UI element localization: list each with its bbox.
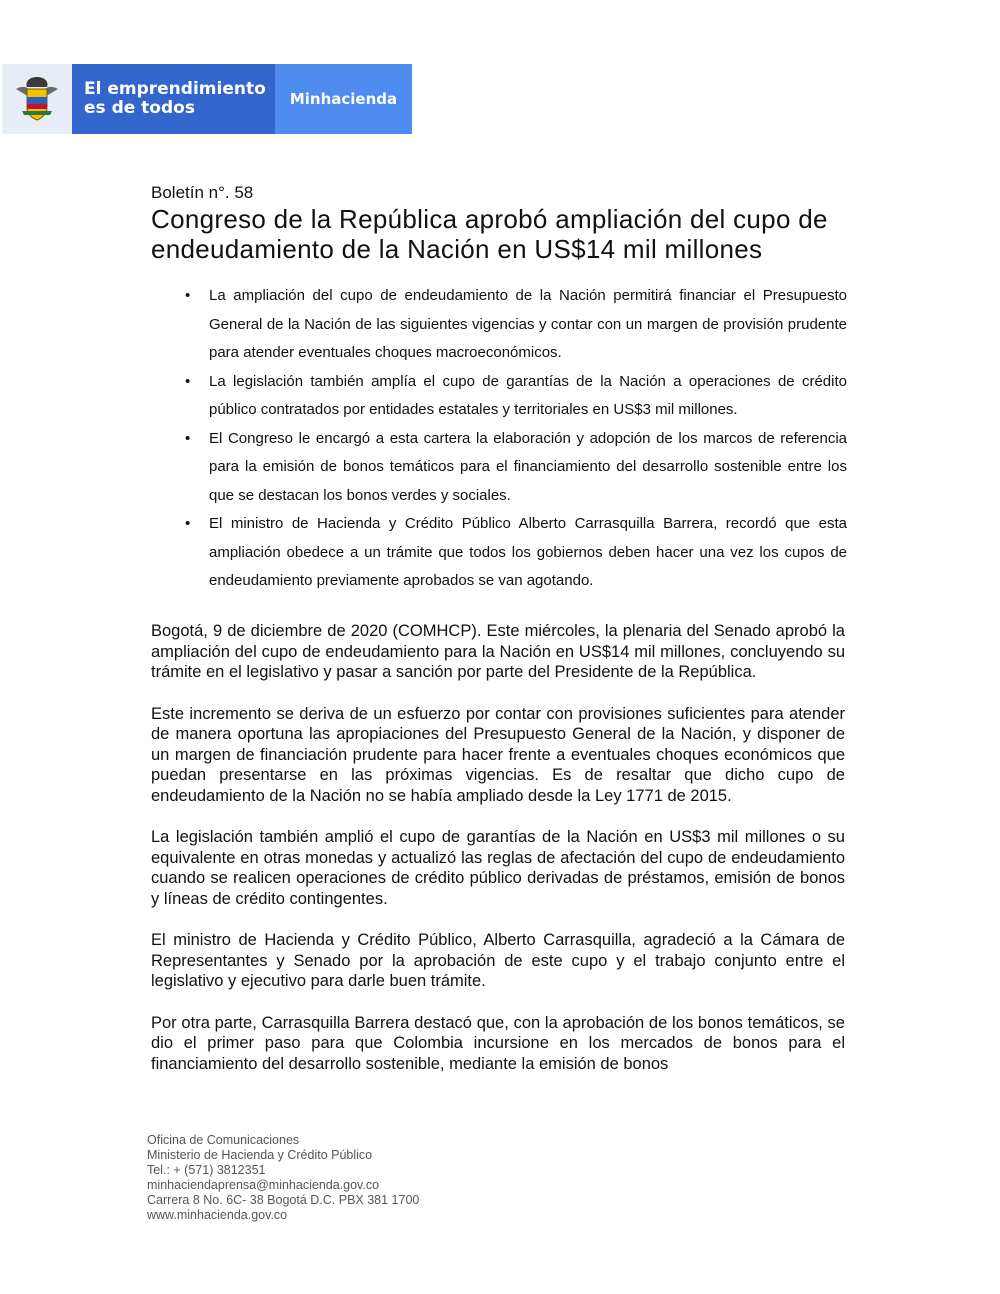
body-paragraph: Este incremento se deriva de un esfuerzo por contar con provisiones suficientes para atender de manera oportuna las apropiaciones del Presupuesto General de la Nación, y disponer de un margen de financiación prudente para hacer frente a eventuales choques económicos que puedan presentarse en las próximas vigencias. Es de resaltar que dicho cupo de endeudamiento de la Nación no se había ampliado desde la Ley 1771 de 2015. (151, 704, 845, 805)
highlight-item (185, 368, 847, 425)
bullet-icon: • (185, 429, 191, 447)
highlight-text: El ministro de Hacienda y Crédito Público Alberto Carrasquilla Barrera, recordó que esta ampliación obedece a un trámite que todos los gobiernos deben hacer una vez los cupos de endeudamiento previamente aprobados se van agotando. (209, 515, 847, 589)
body-paragraph: La legislación también amplió el cupo de garantías de la Nación en US$3 mil millones o su equivalente en otras monedas y actualizó las reglas de afectación del cupo de endeudamiento cuando se realicen operaciones de crédito público derivadas de préstamos, emisión de bonos y líneas de crédito contingentes. (151, 828, 845, 908)
ministry-logo: Minhacienda (275, 64, 412, 134)
article-body (151, 621, 845, 1095)
slogan-block (72, 64, 275, 134)
body-paragraph: El ministro de Hacienda y Crédito Público, Alberto Carrasquilla, agradeció a la Cámara de Representantes y Senado por la aprobación de este cupo y el trabajo conjunto entre el legislativo y ejecutivo para darle buen trámite. (151, 931, 845, 990)
slogan-line-2: es de todos (84, 98, 195, 118)
footer-website: www.minhacienda.gov.co (147, 1208, 288, 1222)
highlight-item (185, 282, 847, 368)
body-paragraph: Bogotá, 9 de diciembre de 2020 (COMHCP). Este miércoles, la plenaria del Senado aprobó la ampliación del cupo de endeudamiento para la Nación en US$14 mil millones, concluyendo su trámite en el legislativo y pasar a sanción por parte del Presidente de la República. (151, 622, 845, 681)
highlight-item (185, 510, 847, 596)
coat-of-arms-icon (12, 73, 62, 125)
bullet-icon: • (185, 287, 191, 304)
footer-email: minhaciendaprensa@minhacienda.gov.co (147, 1178, 380, 1192)
highlight-item (185, 425, 847, 511)
highlight-text: La legislación también amplía el cupo de garantías de la Nación a operaciones de crédito público contratados por entidades estatales y territoriales en US$3 mil millones. (209, 372, 847, 418)
highlight-text: La ampliación del cupo de endeudamiento de la Nación permitirá financiar el Presupuesto General de la Nación de las siguientes vigencias y contar con un margen de provisión prudente para atender eventuales choques macroeconómicos. (209, 287, 847, 361)
footer-contact (147, 1133, 419, 1223)
headline: Congreso de la República aprobó ampliación del cupo de endeudamiento de la Nación en US$14 mil millones (151, 204, 828, 264)
body-paragraph: Por otra parte, Carrasquilla Barrera destacó que, con la aprobación de los bonos temáticos, se dio el primer paso para que Colombia incursione en los mercados de bonos para el financiamiento del desarrollo sostenible, mediante la emisión de bonos (151, 1013, 845, 1073)
crest-panel (2, 64, 72, 134)
highlights-list (185, 282, 847, 596)
bulletin-number: Boletín n°. 58 (151, 183, 254, 202)
highlight-text: El Congreso le encargó a esta cartera la elaboración y adopción de los marcos de referencia para la emisión de bonos temáticos para el financiamiento del desarrollo sostenible entre los que se destacan los bonos verdes y sociales. (209, 429, 847, 504)
bullet-icon: • (185, 515, 191, 532)
bullet-icon: • (185, 372, 191, 390)
footer-office: Oficina de Comunicaciones (147, 1133, 300, 1147)
header-banner (2, 64, 412, 134)
footer-phone: Tel.: + (571) 3812351 (147, 1163, 266, 1177)
footer-address: Carrera 8 No. 6C- 38 Bogotá D.C. PBX 381 1700 (147, 1193, 420, 1207)
slogan-line-1: El emprendimiento (84, 79, 266, 99)
footer-ministry: Ministerio de Hacienda y Crédito Público (147, 1148, 373, 1162)
